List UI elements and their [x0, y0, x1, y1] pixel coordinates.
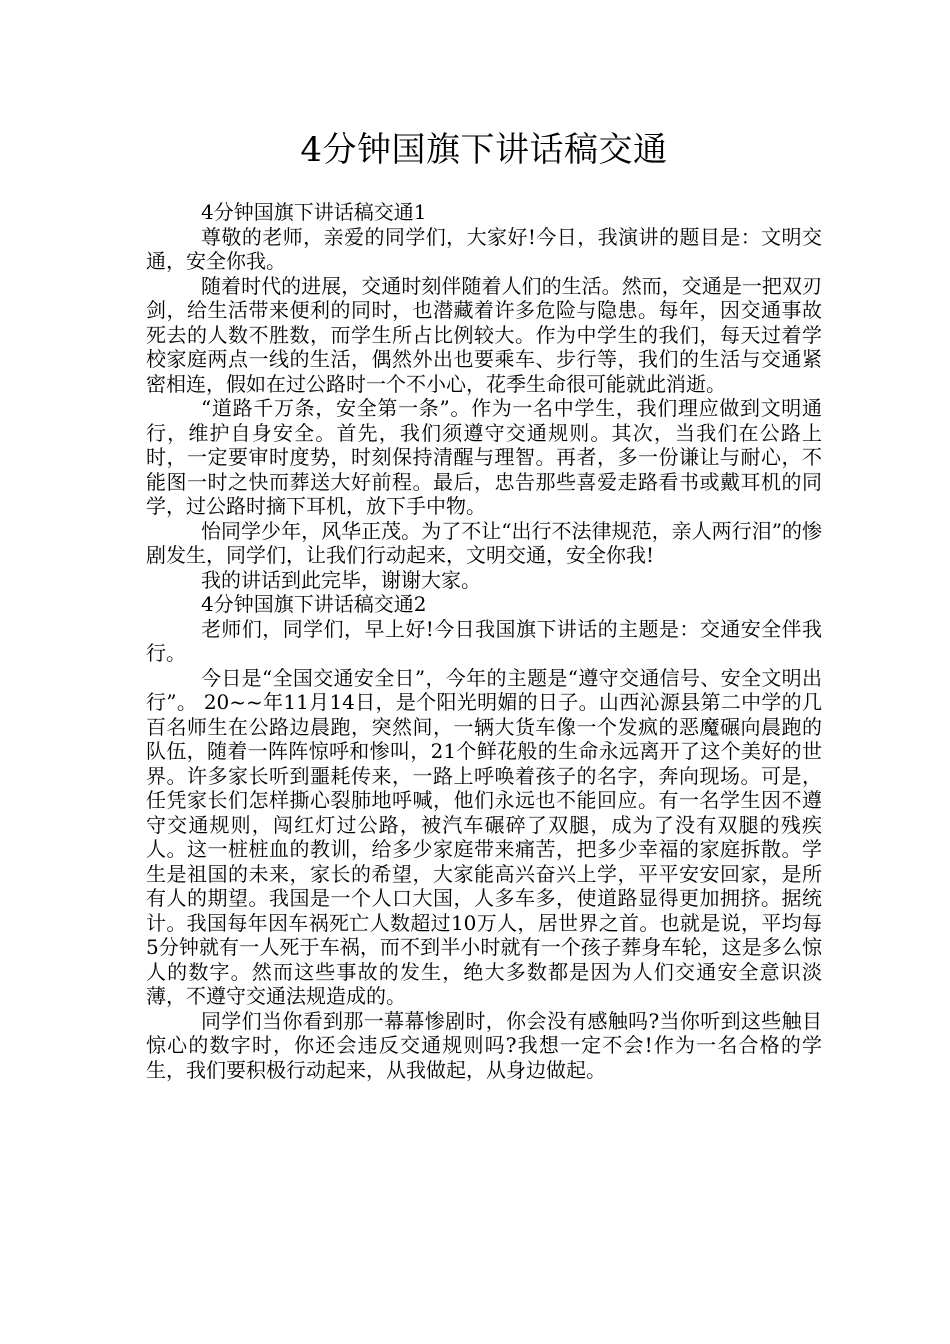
paragraph-body-5: 同学们当你看到那一幕幕惨剧时，你会没有感触吗?当你听到这些触目惊心的数字时，你还会违反交通规则吗?我想一定不会!作为一名合格的学生，我们要积极行动起来，从我做起，从身边做起。: [146, 1008, 822, 1082]
paragraph-body-2: “道路千万条，安全第一条”。作为一名中学生，我们理应做到文明通行，维护自身安全。首先，我们须遵守交通规则。其次，当我们在公路上时，一定要审时度势，时刻保持清醒与理智。再者，多一份谦让与耐心，不能图一时之快而葬送大好前程。最后，忠告那些喜爱走路看书或戴耳机的同学，过公路时摘下耳机，放下手中物。: [146, 396, 822, 518]
section-heading-1: 4分钟国旗下讲话稿交通1: [201, 200, 427, 224]
section-heading-2: 4分钟国旗下讲话稿交通2: [201, 592, 427, 616]
document-body: [146, 200, 822, 1082]
paragraph-greeting-2: 老师们，同学们，早上好!今日我国旗下讲话的主题是：交通安全伴我行。: [146, 616, 822, 665]
paragraph-closing-1: 我的讲话到此完毕，谢谢大家。: [201, 567, 481, 592]
document-page: [146, 128, 822, 1082]
paragraph-greeting-1: 尊敬的老师，亲爱的同学们，大家好!今日，我演讲的题目是：文明交通，安全你我。: [146, 224, 822, 273]
paragraph-body-3: 怡同学少年，风华正茂。为了不让“出行不法律规范，亲人两行泪”的惨剧发生，同学们，让我们行动起来，文明交通，安全你我!: [146, 518, 822, 567]
paragraph-body-1: 随着时代的进展，交通时刻伴随着人们的生活。然而，交通是一把双刃剑，给生活带来便利的同时，也潜藏着许多危险与隐患。每年，因交通事故死去的人数不胜数，而学生所占比例较大。作为中学生的我们，每天过着学校家庭两点一线的生活，偶然外出也要乘车、步行等，我们的生活与交通紧密相连，假如在过公路时一个不小心，花季生命很可能就此消逝。: [146, 273, 822, 396]
paragraph-body-4: 今日是“全国交通安全日”，今年的主题是“遵守交通信号、安全文明出行”。 20~~年11月14日，是个阳光明媚的日子。山西沁源县第二中学的几百名师生在公路边晨跑，突然间，一辆大货车像一个发疯的恶魔碾向晨跑的队伍，随着一阵阵惊呼和惨叫，21个鲜花般的生命永远离开了这个美好的世界。许多家长听到噩耗传来，一路上呼唤着孩子的名字，奔向现场。可是，任凭家长们怎样撕心裂肺地呼喊，他们永远也不能回应。有一名学生因不遵守交通规则，闯红灯过公路，被汽车碾碎了双腿，成为了没有双腿的残疾人。这一桩桩血的教训，给多少家庭带来痛苦，把多少幸福的家庭拆散。学生是祖国的未来，家长的希望，大家能高兴奋兴上学，平平安安回家，是所有人的期望。我国是一个人口大国，人多车多，使道路显得更加拥挤。据统计。我国每年因车祸死亡人数超过10万人，居世界之首。也就是说，平均每5分钟就有一人死于车祸，而不到半小时就有一个孩子葬身车轮，这是多么惊人的数字。然而这些事故的发生，绝大多数都是因为人们交通安全意识淡薄，不遵守交通法规造成的。: [146, 665, 822, 1008]
document-title: 4分钟国旗下讲话稿交通: [300, 130, 668, 170]
